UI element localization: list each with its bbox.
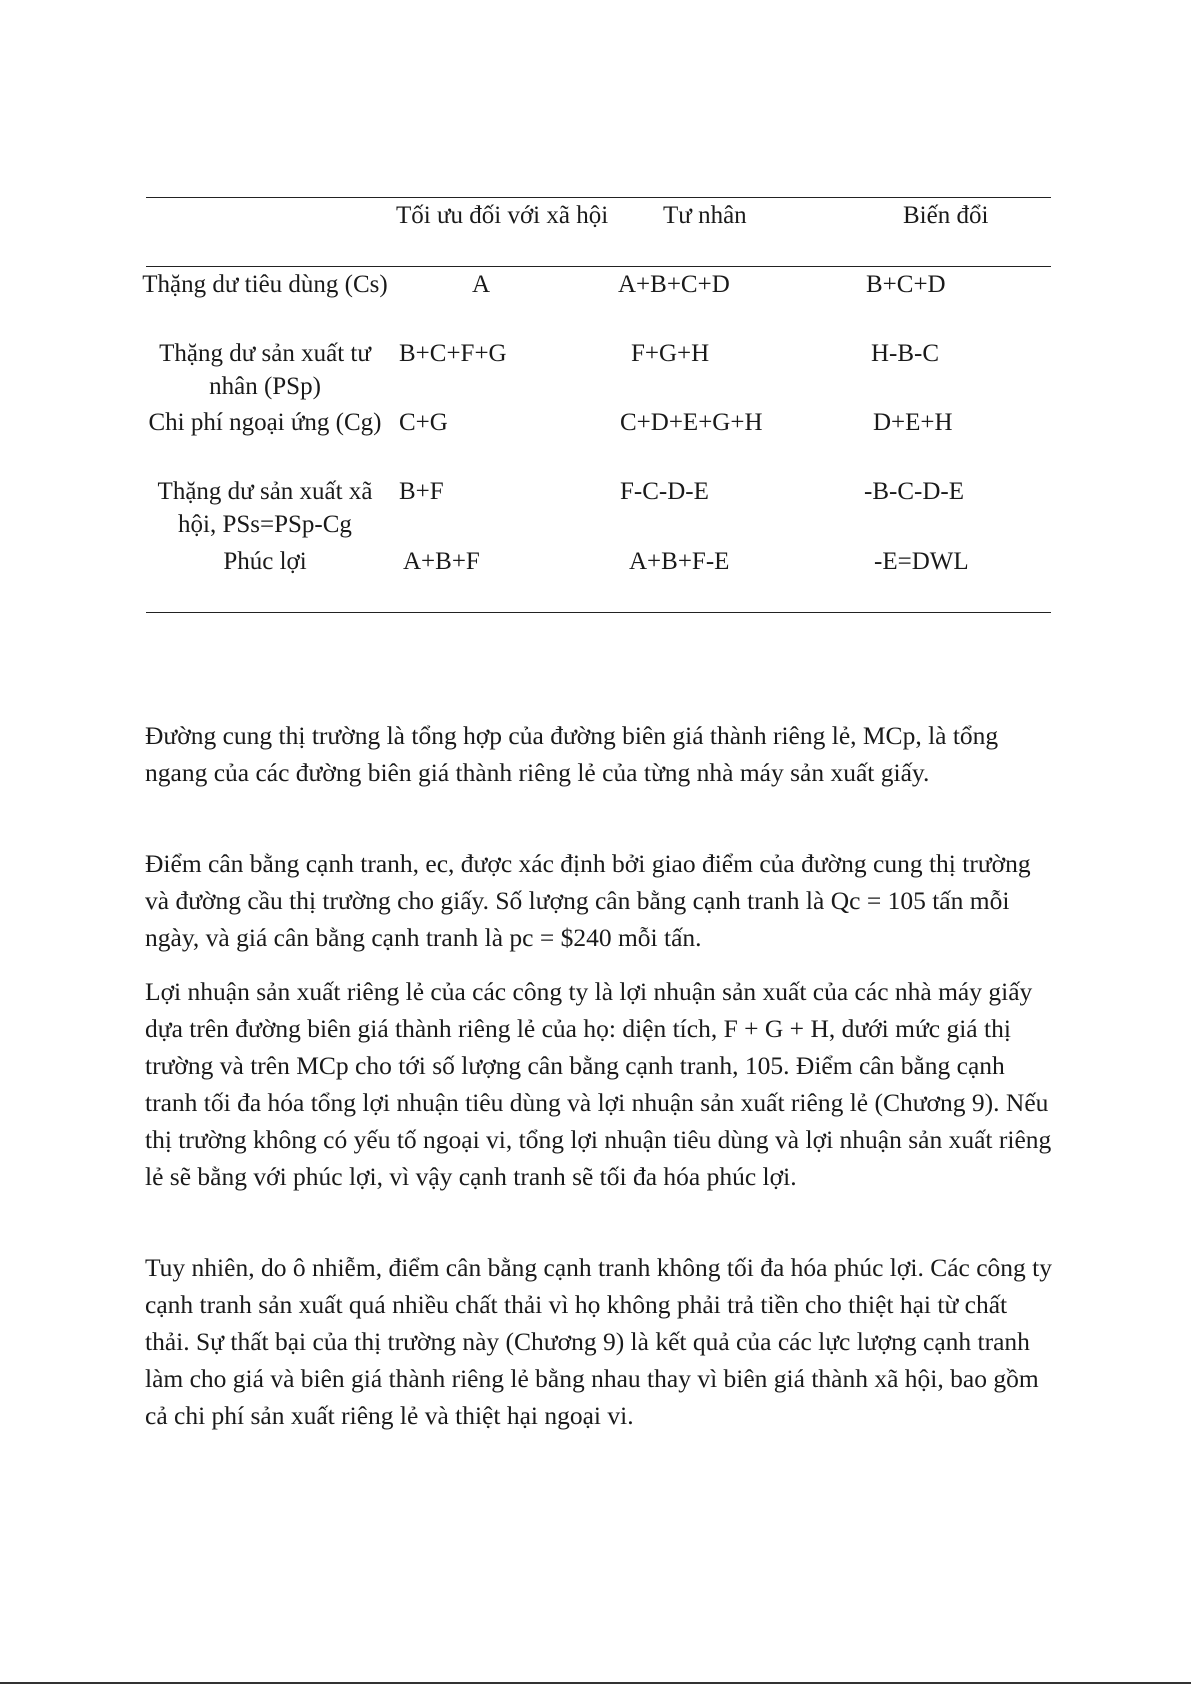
table-header-rule [146, 266, 1051, 267]
paragraph-competitive-equilibrium: Điểm cân bằng cạnh tranh, ec, được xác định bởi giao điểm của đường cung thị trường và đường cầu thị trường cho giấy. Số lượng cân bằng cạnh tranh là Qc = 105 tấn mỗi ngày, và giá cân bằng cạnh tranh là pc = $240 mỗi tấn. [145, 849, 1031, 952]
row-externality-cost-social: C+G [399, 409, 448, 436]
table-bottom-rule [146, 612, 1051, 613]
row-label-welfare: Phúc lợi [223, 548, 307, 575]
paragraph-private-producer-surplus: Lợi nhuận sản xuất riêng lẻ của các công ty là lợi nhuận sản xuất của các nhà máy giấy dựa trên đường biên giá thành riêng lẻ của họ: diện tích, F + G + H, dưới mức giá thị trường và trên MCp cho tới số lượng cân bằng cạnh tranh, 105. Điểm cân bằng cạnh tranh tối đa hóa tổng lợi nhuận tiêu dùng và lợi nhuận sản xuất riêng lẻ (Chương 9). Nếu thị trường không có yếu tố ngoại vi, tổng lợi nhuận tiêu dùng và lợi nhuận sản xuất riêng lẻ sẽ bằng với phúc lợi, vì vậy cạnh tranh sẽ tối đa hóa phúc lợi. [145, 977, 1052, 1191]
row-consumer-surplus-social: A [472, 271, 491, 298]
paragraph-market-failure: Tuy nhiên, do ô nhiễm, điểm cân bằng cạnh tranh không tối đa hóa phúc lợi. Các công ty cạnh tranh sản xuất quá nhiều chất thải vì họ không phải trả tiền cho thiệt hại từ chất thải. Sự thất bại của thị trường này (Chương 9) là kết quả của các lực lượng cạnh tranh làm cho giá và biên giá thành riêng lẻ bằng nhau thay vì biên giá thành xã hội, bao gồm cả chi phí sản xuất riêng lẻ và thiệt hại ngoại vi. [145, 1253, 1052, 1430]
row-social-producer-surplus-private: F-C-D-E [620, 478, 709, 505]
row-externality-cost-change: D+E+H [873, 409, 953, 436]
header-social-optimum: Tối ưu đối với xã hội [396, 202, 609, 229]
row-externality-cost-private: C+D+E+G+H [620, 409, 763, 436]
paragraph-market-supply: Đường cung thị trường là tổng hợp của đường biên giá thành riêng lẻ, MCp, là tổng ngang của các đường biên giá thành riêng lẻ của từng nhà máy sản xuất giấy. [145, 721, 999, 787]
row-label-consumer-surplus: Thặng dư tiêu dùng (Cs) [142, 271, 388, 298]
row-consumer-surplus-private: A+B+C+D [618, 271, 730, 298]
row-social-producer-surplus-change: -B-C-D-E [864, 478, 964, 505]
row-label-private-producer-surplus: Thặng dư sản xuất tư nhân (PSp) [159, 340, 371, 400]
page-bottom-edge [0, 1682, 1191, 1684]
row-private-producer-surplus-social: B+C+F+G [399, 340, 507, 367]
row-private-producer-surplus-private: F+G+H [631, 340, 710, 367]
row-welfare-change: -E=DWL [874, 548, 969, 575]
row-label-externality-cost: Chi phí ngoại ứng (Cg) [148, 409, 382, 436]
header-private: Tư nhân [663, 202, 747, 229]
row-social-producer-surplus-social: B+F [399, 478, 444, 505]
row-label-social-producer-surplus: Thặng dư sản xuất xã hội, PSs=PSp-Cg [157, 478, 373, 538]
table-top-rule [146, 197, 1051, 198]
row-private-producer-surplus-change: H-B-C [871, 340, 940, 367]
row-welfare-social: A+B+F [403, 548, 480, 575]
row-welfare-private: A+B+F-E [629, 548, 730, 575]
row-consumer-surplus-change: B+C+D [866, 271, 946, 298]
header-change: Biến đổi [903, 202, 989, 229]
